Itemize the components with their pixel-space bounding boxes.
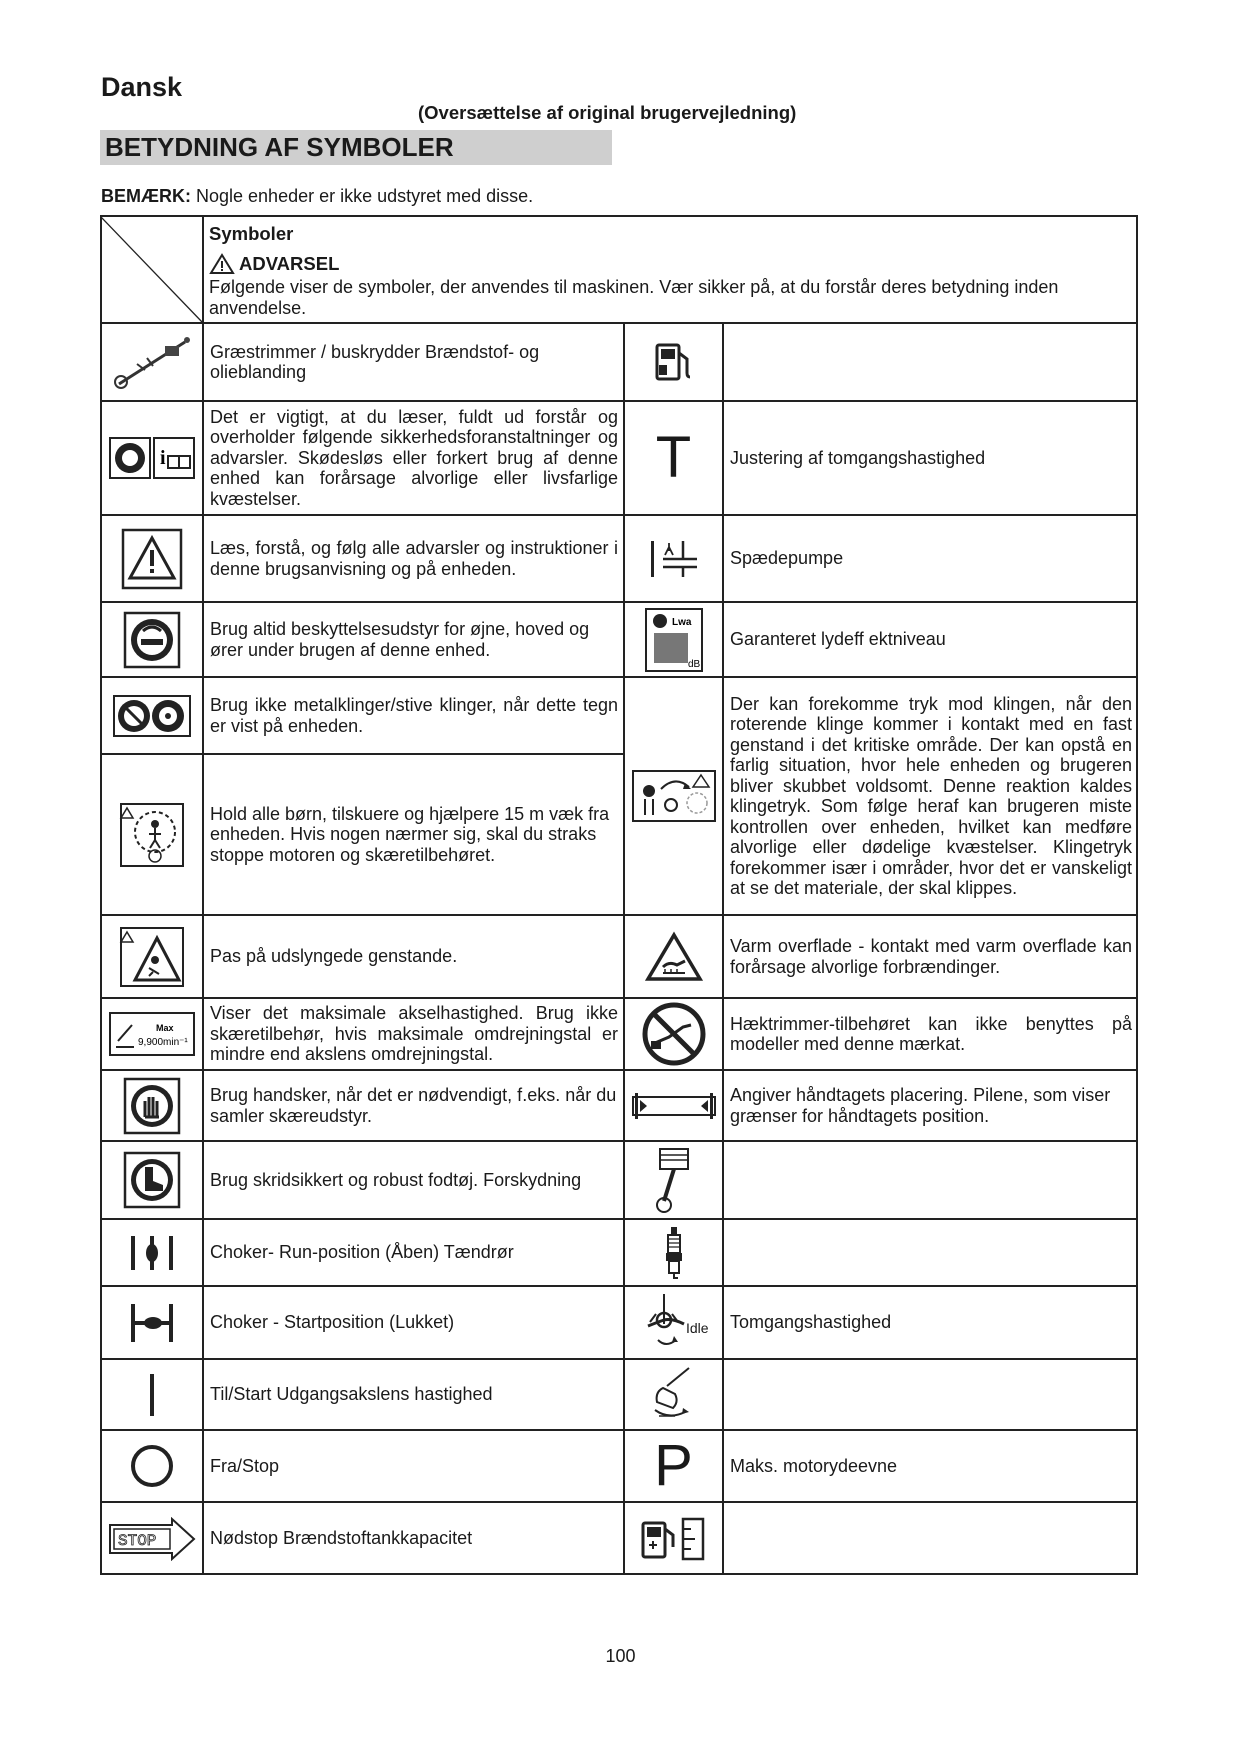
- left-text-10-value: Brug skridsikkert og robust fodtøj. Forskydning: [210, 1169, 582, 1190]
- note: [101, 186, 533, 207]
- protective-gear-icon: [100, 602, 203, 677]
- right-text-3: [723, 515, 1138, 602]
- right-text-8-value: Angiver håndtagets placering. Pilene, som viser grænser for håndtagets position.: [730, 1085, 1111, 1126]
- left-text-1-value: Græstrimmer / buskrydder Brændstof- og olieblanding: [210, 341, 540, 382]
- on-start-icon: [100, 1359, 203, 1430]
- right-text-13: [723, 1430, 1138, 1502]
- sound-level-icon: [624, 602, 723, 677]
- right-text-2-value: Justering af tomgangshastighed: [730, 447, 986, 468]
- left-text-9: [203, 1070, 624, 1141]
- left-text-5-value: Brug ikke metalklinger/stive klinger, når dette tegn er vist på enheden.: [210, 695, 618, 736]
- left-text-3-value: Læs, forstå, og følg alle advarsler og instruktioner i denne brugsanvisning og på enheden.: [210, 538, 618, 579]
- left-text-13: [203, 1359, 624, 1430]
- left-text-9-value: Brug handsker, når det er nødvendigt, f.eks. når du samler skæreudstyr.: [210, 1085, 617, 1126]
- keep-distance-icon: [100, 754, 203, 915]
- choke-run-icon: [100, 1219, 203, 1286]
- fuel-pump-icon: [624, 323, 723, 401]
- spark-plug-icon: [624, 1219, 723, 1286]
- right-text-7-value: Hæktrimmer-tilbehøret kan ikke benyttes på modeller med denne mærkat.: [730, 1013, 1132, 1054]
- warning-text: Følgende viser de symboler, der anvendes til maskinen. Vær sikker på, at du forstår deres betydning inden anvendelse.: [209, 277, 1059, 318]
- left-text-8: [203, 998, 624, 1070]
- left-text-14: [203, 1430, 624, 1502]
- left-text-8-value: Viser det maksimale akselhastighed. Brug ikke skæretilbehør, hvis maksimale omdrejningstal er mindre end akslens omdrejningstal.: [210, 1003, 618, 1065]
- right-text-5-value: Der kan forekomme tryk mod klingen, når den roterende klinge kommer i kontakt med en fast genstand i det kritiske område. Der kan opstå en farlig situation, hvor hele enheden og brugeren bliver skubbet voldsomt. Denne reaktion kaldes klingetryk. Som følge heraf kan brugeren miste kontrollen over enheden, hvilket kan medføre alvorlige eller dødelige kvæstelser. Klingetryk forekommer især i områder, hvor det er vanskeligt at se det materiale, der skal klippes.: [730, 693, 1132, 898]
- right-text-6: [723, 915, 1138, 998]
- stop-arrow-icon: [100, 1502, 203, 1575]
- right-text-11: [723, 1286, 1138, 1359]
- idle-speed-icon: [624, 1286, 723, 1359]
- left-text-14-value: Fra/Stop: [210, 1455, 280, 1476]
- warning-icon: [209, 253, 235, 275]
- t-letter-icon: [624, 401, 723, 515]
- stop-label: STOP: [117, 1531, 156, 1550]
- read-manual-icon: [100, 401, 203, 515]
- left-text-1: [203, 323, 624, 401]
- kickback-icon: [624, 677, 723, 915]
- choke-start-icon: [100, 1286, 203, 1359]
- boots-icon: [100, 1141, 203, 1219]
- off-stop-icon: [100, 1430, 203, 1502]
- page-title: BETYDNING AF SYMBOLER: [100, 130, 612, 165]
- sound-level-unit: dB: [687, 658, 700, 670]
- no-hedge-trimmer-icon: [624, 998, 723, 1070]
- warning-label: ADVARSEL: [239, 253, 340, 274]
- right-text-7: [723, 998, 1138, 1070]
- p-letter-icon: [624, 1430, 723, 1502]
- note-label: BEMÆRK:: [101, 186, 191, 206]
- left-text-7: [203, 915, 624, 998]
- symbols-table: [100, 215, 1138, 1575]
- left-text-10: [203, 1141, 624, 1219]
- handle-position-icon: [624, 1070, 723, 1141]
- gloves-icon: [100, 1070, 203, 1141]
- t-letter-symbol: T: [655, 425, 692, 490]
- piston-displacement-icon: [624, 1141, 723, 1219]
- right-text-3-value: Spædepumpe: [730, 548, 844, 569]
- page-number: 100: [605, 1646, 636, 1666]
- left-text-11-value: Choker- Run-position (Åben) Tændrør: [210, 1242, 514, 1263]
- language-label: Dansk: [101, 72, 183, 102]
- output-shaft-speed-icon: [624, 1359, 723, 1430]
- right-text-4: [723, 602, 1138, 677]
- left-text-11: [203, 1219, 624, 1286]
- right-text-2: [723, 401, 1138, 515]
- note-text: Nogle enheder er ikke udstyret med disse.: [191, 186, 534, 206]
- left-text-5: [203, 677, 624, 754]
- hot-surface-icon: [624, 915, 723, 998]
- left-text-6: [203, 754, 624, 915]
- left-text-6-value: Hold alle børn, tilskuere og hjælpere 15 m væk fra enheden. Hvis nogen nærmer sig, skal du straks stoppe motoren og skæretilbehøret.: [210, 803, 610, 865]
- left-text-15-value: Nødstop Brændstoftankkapacitet: [210, 1528, 473, 1549]
- symbols-heading: Symboler: [209, 223, 294, 244]
- right-text-6-value: Varm overflade - kontakt med varm overflade kan forårsage alvorlige forbrændinger.: [730, 936, 1132, 977]
- right-text-5: [723, 677, 1138, 915]
- left-text-2: [203, 401, 624, 515]
- warning-triangle-icon: [100, 515, 203, 602]
- max-speed-icon: [100, 998, 203, 1070]
- p-letter-symbol: P: [654, 1433, 693, 1498]
- trimmer-icon: [100, 323, 203, 401]
- left-text-7-value: Pas på udslyngede genstande.: [210, 946, 458, 967]
- warning-heading: [209, 253, 339, 275]
- left-text-13-value: Til/Start Udgangsakslens hastighed: [210, 1384, 493, 1405]
- left-text-3: [203, 515, 624, 602]
- left-text-2-value: Det er vigtigt, at du læser, fuldt ud forstår og overholder følgende sikkerhedsforanstaltninger og advarsler. Skødesløs eller forkert brug af denne enhed kan forårsage alvorlige eller livsfarlige kvæstelser.: [210, 406, 618, 509]
- right-text-13-value: Maks. motorydeevne: [730, 1455, 898, 1476]
- subtitle: (Oversættelse af original brugervejledning): [418, 102, 797, 123]
- left-text-4-value: Brug altid beskyttelsesudstyr for øjne, hoved og ører under brugen af denne enhed.: [210, 619, 590, 660]
- left-text-12-value: Choker - Startposition (Lukket): [210, 1312, 455, 1333]
- fuel-tank-capacity-icon: [624, 1502, 723, 1575]
- left-text-15: [203, 1502, 624, 1575]
- left-text-12: [203, 1286, 624, 1359]
- right-text-4-value: Garanteret lydeff ektniveau: [730, 629, 946, 650]
- left-text-4: [203, 602, 624, 677]
- right-text-8: [723, 1070, 1138, 1141]
- no-metal-blades-icon: [100, 677, 203, 754]
- flying-objects-icon: [100, 915, 203, 998]
- primer-pump-icon: [624, 515, 723, 602]
- sound-level-symbol: Lwa: [671, 616, 691, 628]
- svg-text:i: i: [159, 447, 166, 469]
- right-text-11-value: Tomgangshastighed: [730, 1312, 892, 1333]
- max-label-line2: 9,900min⁻¹: [137, 1037, 188, 1048]
- idle-label: Idle: [686, 1320, 709, 1336]
- max-label-line1: Max: [155, 1023, 174, 1033]
